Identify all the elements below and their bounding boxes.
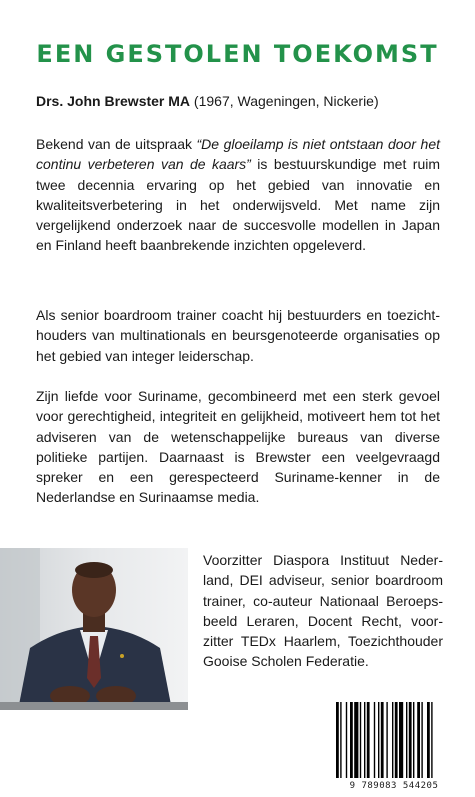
author-details: (1967, Wageningen, Nickerie) [190, 93, 379, 109]
book-title: EEN GESTOLEN TOEKOMST [36, 40, 439, 68]
author-photo [0, 548, 188, 710]
isbn-barcode [328, 698, 460, 792]
bio-quote: “De gloeilamp is niet ontstaan door het continu verbeteren van de kaars” [36, 136, 440, 173]
author-caption: Voorzitter Diaspora Instituut Nederland, DEI adviseur, senior boardroom trainer, co-auteur Nationaal Beroepsbeeld Leraren, Docent Recht, voorzitter TEDx Haarlem, Toezichthouder Gooise Scholen Federatie. [203, 552, 443, 670]
author-name: Drs. John Brewster MA [36, 93, 191, 109]
isbn-number: 9 789083 544205 [349, 781, 439, 791]
bio-paragraph-3: Zijn liefde voor Suriname, gecombineerd met een sterk gevoel voor gerechtigheid, integriteit en gelijkheid, motiveert hem tot het adviseren van de wetenschappelijke bureaus van diverse politieke partijen. Daarnaast is Brewster een veelgevraagd spreker en een gerespecteerd Suriname-kenner in de Nederlandse en Surinaamse media. [36, 388, 440, 506]
bio-paragraph-2: Als senior boardroom trainer coacht hij bestuurders en toezichthouders van multinationals en beursgenoteerde organisaties op het gebied van integer leiderschap. [36, 307, 440, 364]
bio-rest: is bestuurskundige met ruim twee decennia ervaring op het gebied van innovatie en kwaliteitsverbetering in het onderwijsveld. Met name zijn vergelijkend onderzoek naar de succesvolle modellen in Japan en Finland heeft baanbrekende inzichten opgeleverd. [36, 156, 440, 254]
bio-intro: Bekend van de uitspraak [36, 136, 197, 152]
bio-paragraph-1 [36, 134, 440, 256]
author-line [36, 93, 379, 109]
